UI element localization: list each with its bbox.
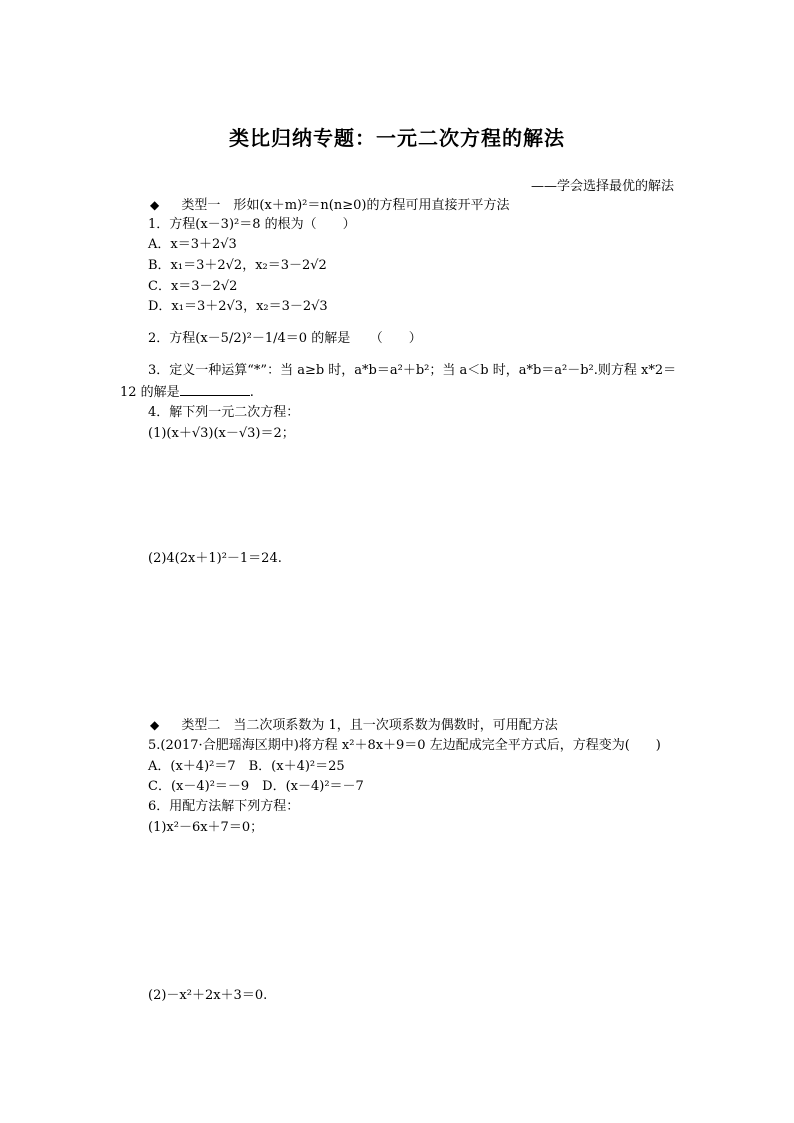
question-4-stem: 4．解下列一元二次方程： [148, 405, 300, 420]
page-title: 类比归纳专题：一元二次方程的解法 [229, 126, 565, 150]
question-1-option-d: D．x₁＝3＋2√3，x₂＝3－2√3 [148, 299, 328, 314]
question-3-line-2: 12 的解是 . [120, 385, 254, 400]
diamond-icon: ◆ [150, 718, 160, 732]
question-3-line-2-text: 12 的解是 [120, 385, 180, 400]
question-5-stem: 5.(2017·合肥瑶海区期中)将方程 x²＋8x＋9＝0 左边配成完全平方式后，方程变为( ) [148, 738, 661, 753]
section-one-text: 类型一 形如(x＋m)²＝n(n≥0)的方程可用直接开平方法 [181, 198, 510, 213]
question-6-part-2: (2)－x²＋2x＋3＝0. [148, 988, 268, 1003]
question-6-stem: 6．用配方法解下列方程： [148, 799, 300, 814]
section-two-heading [150, 716, 558, 735]
section-two-text: 类型二 当二次项系数为 1，且一次项系数为偶数时，可用配方法 [181, 718, 558, 733]
question-1-option-a: A．x＝3＋2√3 [148, 237, 237, 252]
question-1-option-b: B．x₁＝3＋2√2，x₂＝3－2√2 [148, 258, 327, 273]
question-3-line-1: 3．定义一种运算“*”：当 a≥b 时，a*b＝a²＋b²；当 a＜b 时，a*b＝a²－b².则方程 x*2＝ [148, 363, 677, 378]
question-4-part-2: (2)4(2x＋1)²－1＝24. [148, 551, 282, 566]
answer-blank[interactable] [180, 383, 250, 396]
question-1-option-c: C．x＝3－2√2 [148, 279, 238, 294]
question-6-part-1: (1)x²－6x＋7＝0； [148, 820, 264, 835]
question-4-part-1: (1)(x＋√3)(x－√3)＝2； [148, 426, 295, 441]
question-2-stem: 2．方程(x－5/2)²－1/4＝0 的解是 （ ） [148, 331, 422, 346]
question-1-stem: 1．方程(x－3)²＝8 的根为（ ） [148, 217, 356, 232]
page-subtitle: ——学会选择最优的解法 [530, 179, 674, 194]
question-5-options-ab: A．(x＋4)²＝7 B．(x＋4)²＝25 [148, 759, 345, 774]
question-5-options-cd: C．(x－4)²＝－9 D．(x－4)²＝－7 [148, 779, 364, 794]
diamond-icon: ◆ [150, 198, 160, 212]
section-one-heading [150, 196, 509, 215]
